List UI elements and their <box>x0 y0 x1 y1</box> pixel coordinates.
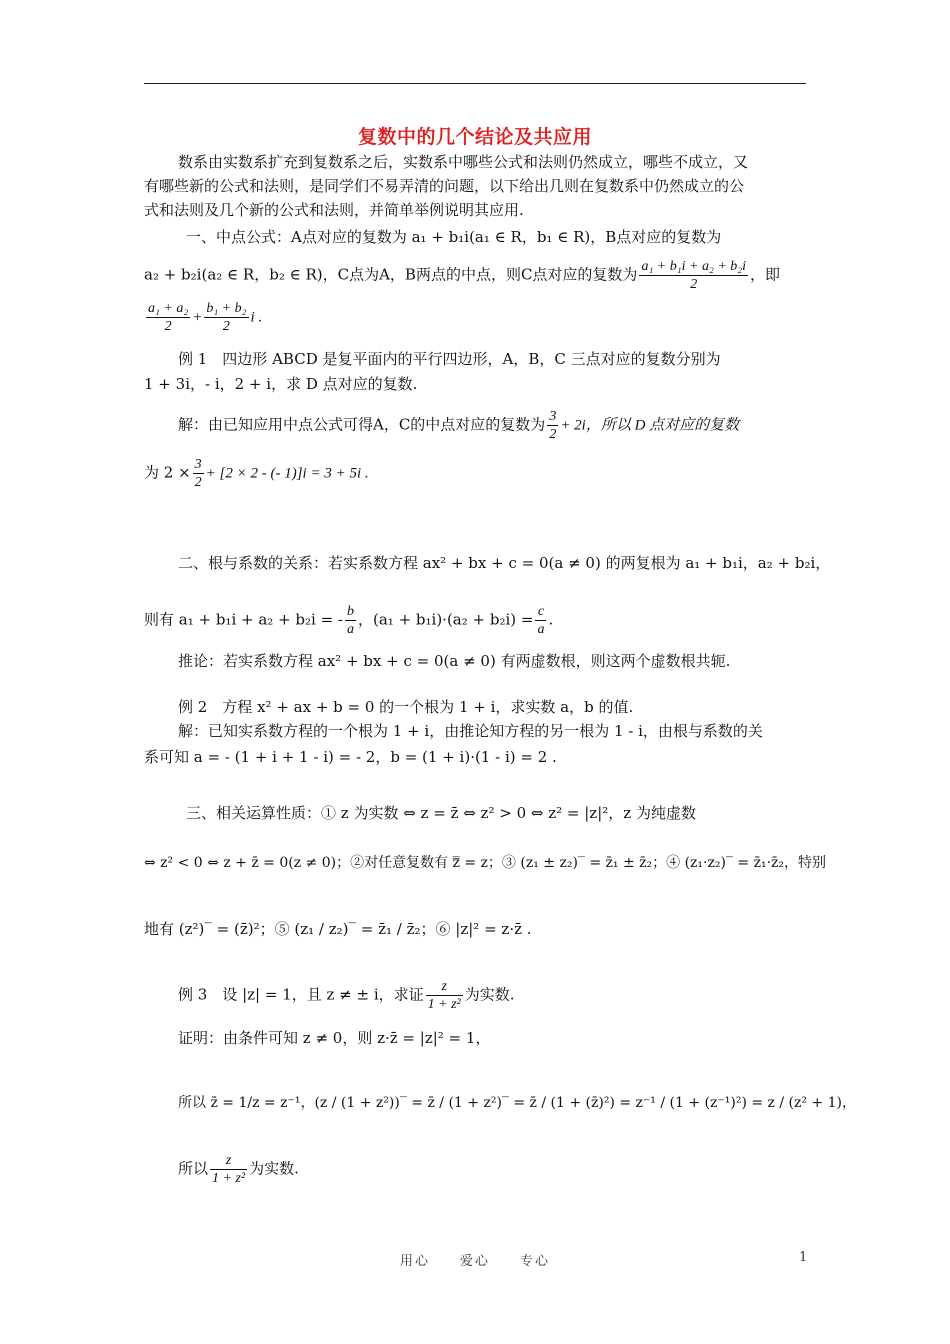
intro-line-2: 有哪些新的公式和法则，是同学们不易弄清的问题，以下给出几则在复数系中仍然成立的公 <box>144 177 745 195</box>
page-footer: 用心 爱心 专心 <box>399 1254 550 1269</box>
imag-part-fraction: $\frac{\text{b₁ + b₂}}{2}$ <box>206 301 247 334</box>
example-1-line-2: 1 + 3i，- i，2 + i，求 D 点对应的复数. <box>144 375 418 393</box>
example-3-line-1: 例 3 设 |z| = 1，且 z ≠ ± i，求证 $\frac{z}{\text{1 + z²}}$ 为实数. <box>178 979 515 1012</box>
sec3-line-1: 三、相关运算性质：① z 为实数 ⇔ z = z̄ ⇔ z² > 0 ⇔ z² = |z|²，z 为纯虚数 <box>186 804 696 822</box>
header-rule <box>144 83 806 84</box>
intro-line-3: 式和法则及几个新的公式和法则，并简单举例说明其应用. <box>144 201 524 219</box>
example-1-result: 为 2 × $\frac{3}{2}$ + [2 × 2 - (- 1)]i = 3 + 5i . <box>144 457 369 490</box>
sec1-line-1: 一、中点公式：A点对应的复数为 a₁ + b₁i(a₁ ∈ R，b₁ ∈ R)，B点对应的复数为 <box>186 228 722 246</box>
example-2-line-2: 解：已知实系数方程的一个根为 1 + i，由推论知方程的另一根为 1 - i，由根与系数的关 <box>178 722 763 740</box>
solution-fraction: $\frac{3}{2}$ <box>549 409 557 442</box>
sum-fraction: $\frac{b}{a}$ <box>347 604 354 637</box>
product-fraction: $\frac{c}{a}$ <box>537 604 545 637</box>
intro-line-1: 数系由实数系扩充到复数系之后，实数系中哪些公式和法则仍然成立，哪些不成立，又 <box>178 153 749 171</box>
midpoint-fraction: $\frac{\text{a₁ + b₁i + a₂ + b₂i}}{2}$ <box>641 259 747 292</box>
example-3-conclusion: 所以 $\frac{z}{\text{1 + z²}}$ 为实数. <box>178 1153 299 1186</box>
sec2-line-1: 二、根与系数的关系：若实系数方程 ax² + bx + c = 0(a ≠ 0) 的两复根为 a₁ + b₁i，a₂ + b₂i， <box>178 554 831 572</box>
sec3-line-3: 地有 (z²)‾ = (z̄)²；⑤ (z₁ / z₂)‾ = z̄₁ / z̄₂；⑥ |z|² = z·z̄ . <box>144 920 532 938</box>
example-1-line-1: 例 1 四边形 ABCD 是复平面内的平行四边形，A，B，C 三点对应的复数分别为 <box>178 350 721 368</box>
page-title: 复数中的几个结论及共应用 <box>357 126 592 148</box>
example-2-line-3: 系可知 a = - (1 + i + 1 - i) = - 2，b = (1 + i)·(1 - i) = 2 . <box>144 748 557 766</box>
example-3-proof: 证明：由条件可知 z ≠ 0，则 z·z̄ = |z|² = 1， <box>178 1029 491 1047</box>
example-1-solution: 解：由已知应用中点公式可得A，C的中点对应的复数为 $\frac{3}{2}$ + 2i，所以 D 点对应的复数 <box>178 409 740 442</box>
sec1-line-2: a₂ + b₂i(a₂ ∈ R，b₂ ∈ R)，C点为A，B两点的中点，则C点对应的复数为 $\frac{\text{a₁ + b₁i + a₂ + b₂i}}{2}$ ，即 <box>144 259 781 292</box>
sec2-line-2: 则有 a₁ + b₁i + a₂ + b₂i = - $\frac{b}{a}$ ，(a₁ + b₁i)·(a₂ + b₂i) = $\frac{c}{a}$ . <box>144 604 554 637</box>
example-3-fraction: $\frac{z}{\text{1 + z²}}$ <box>427 979 461 1012</box>
real-part-fraction: $\frac{\text{a₁ + a₂}}{2}$ <box>148 301 189 334</box>
sec2-corollary: 推论：若实系数方程 ax² + bx + c = 0(a ≠ 0) 有两虚数根，则这两个虚数根共轭. <box>178 652 731 670</box>
result-fraction: $\frac{3}{2}$ <box>194 457 202 490</box>
example-3-derivation: 所以 z̄ = 1/z = z⁻¹，(z / (1 + z²))‾ = z̄ / (1 + z²)‾ = z̄ / (1 + (z̄)²) = z⁻¹ / (1 + (z⁻¹)²) = z / (z² + 1)， <box>178 1095 856 1111</box>
sec1-line-3: $\frac{\text{a₁ + a₂}}{2}$ + $\frac{\text{b₁ + b₂}}{2}$ i . <box>148 301 263 334</box>
conclusion-fraction: $\frac{z}{\text{1 + z²}}$ <box>212 1153 246 1186</box>
sec3-line-2: ⇔ z² < 0 ⇔ z + z̄ = 0(z ≠ 0)；②对任意复数有 z̿ = z；③ (z₁ ± z₂)‾ = z̄₁ ± z̄₂；④ (z₁·z₂)‾ = z̄₁·z̄₂，特别 <box>144 855 827 871</box>
page-number: 1 <box>799 1250 808 1265</box>
example-2-line-1: 例 2 方程 x² + ax + b = 0 的一个根为 1 + i，求实数 a，b 的值. <box>178 698 634 716</box>
